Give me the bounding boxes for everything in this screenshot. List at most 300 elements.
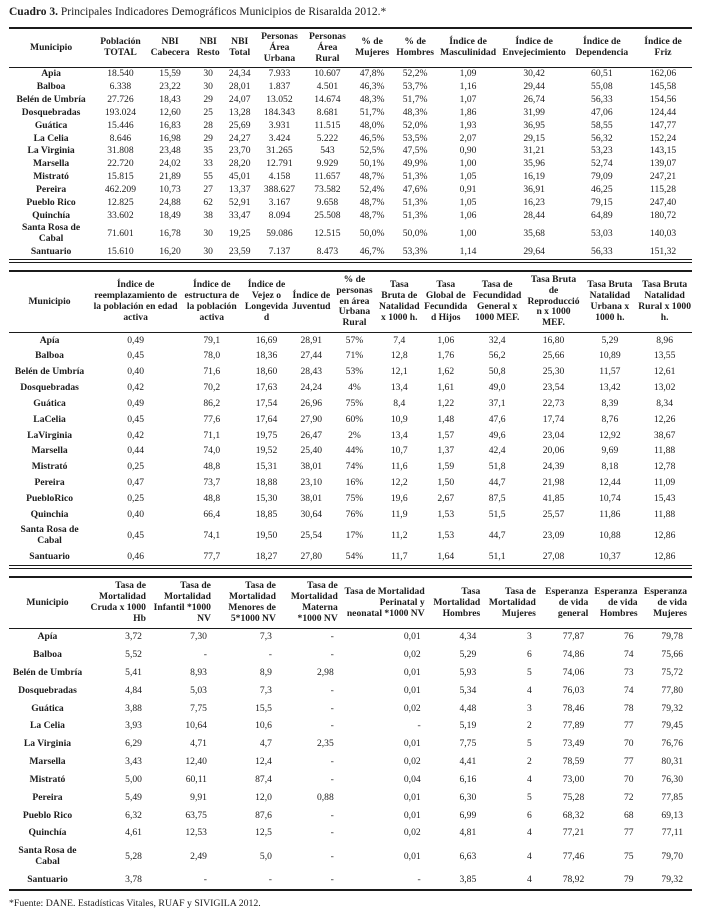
cell-value: 77	[624, 756, 634, 768]
cell-value: 12,44	[599, 477, 621, 488]
cell-value: 19,75	[255, 429, 278, 441]
column-header: Tasa de Mortalidad Mujeres	[485, 577, 541, 628]
cell-value: 27.726	[107, 94, 134, 106]
cell-value: 17,54	[255, 397, 278, 409]
cell-value: 5,19	[459, 720, 477, 732]
cell-value: 1,06	[437, 334, 455, 346]
cell-value: 1,53	[437, 529, 455, 541]
cell-value: 28,91	[300, 334, 323, 346]
column-header: Tasa de Mortalidad Infantil *1000 NV	[151, 577, 216, 628]
cell-value: 72	[624, 791, 634, 803]
cell-value: 24,24	[300, 382, 323, 394]
cell-value: 47,6%	[402, 183, 428, 195]
cell-value: 77,6	[203, 413, 221, 425]
cell-value: 0,02	[403, 702, 421, 714]
cell-value: 18,85	[255, 508, 278, 520]
cell-value: 79,09	[591, 171, 613, 183]
cell-value: 33.602	[107, 209, 134, 221]
cell-value: 13,55	[653, 350, 676, 362]
table-row	[9, 843, 692, 872]
cell-value: 0,45	[127, 413, 145, 425]
cell-value: 12,0	[255, 791, 272, 803]
municipality-name: Pereira	[32, 791, 63, 803]
cell-value: 162,06	[649, 68, 677, 80]
cell-value: 75,66	[661, 649, 683, 661]
cell-value: 17,74	[542, 413, 565, 425]
cell-value: 18,43	[159, 94, 181, 106]
cell-value: 27,44	[300, 350, 323, 362]
cell-value: 12,8	[390, 350, 408, 362]
cell-value: 48,3%	[402, 106, 428, 118]
cell-value: 63,75	[185, 809, 207, 821]
cell-value: -	[330, 809, 334, 821]
table-row	[9, 171, 692, 184]
cell-value: 10,73	[159, 183, 181, 195]
cell-value: 24,39	[542, 461, 565, 473]
cell-value: 6.338	[109, 81, 132, 93]
municipality-name: Santa Rosa de Cabal	[20, 524, 79, 547]
cell-value: 6,99	[459, 809, 477, 821]
cell-value: 13,02	[653, 382, 676, 394]
cell-value: 1,05	[459, 171, 477, 183]
cell-value: 56,32	[591, 132, 613, 144]
cell-value: 48,7%	[359, 171, 385, 183]
cell-value: 62	[203, 196, 213, 208]
cell-value: 51,7%	[359, 106, 385, 118]
table-row	[9, 682, 692, 700]
cell-value: 180,72	[649, 209, 677, 221]
cell-value: 77,87	[562, 631, 585, 643]
cell-value: 28,01	[228, 81, 251, 93]
cell-value: 3.931	[268, 119, 291, 131]
cell-value: 1,00	[459, 158, 477, 170]
cell-value: 5,29	[601, 334, 619, 346]
cell-value: 76,03	[562, 684, 585, 696]
cell-value: 1,48	[437, 413, 455, 425]
cell-value: 1,16	[459, 81, 477, 93]
cell-value: 13.052	[266, 94, 293, 106]
cell-value: 30,42	[523, 68, 545, 80]
cell-value: 12,92	[599, 429, 621, 441]
cell-value: 9.658	[316, 196, 339, 208]
cell-value: 388.627	[263, 183, 296, 195]
cell-value: 33	[203, 158, 213, 170]
cell-value: 2,07	[459, 132, 477, 144]
column-header: Índice de Juventud	[291, 271, 333, 333]
cell-value: 76,30	[661, 773, 683, 785]
cell-value: 59.086	[266, 227, 293, 239]
cell-value: 19,25	[228, 227, 251, 239]
column-header: Tasa de Mortalidad Menores de 5*1000 NV	[216, 577, 281, 628]
cell-value: 17,63	[255, 382, 278, 394]
cell-value: 0,01	[403, 850, 421, 862]
cell-value: 51,7%	[402, 94, 428, 106]
column-header: Tasa de Mortalidad Materna *1000 NV	[281, 577, 343, 628]
cell-value: 4	[527, 850, 532, 862]
cell-value: 49,0	[488, 382, 506, 394]
cell-value: 79,1	[203, 334, 221, 346]
cell-value: 64,89	[591, 209, 613, 221]
cell-value: 49,6	[488, 429, 506, 441]
column-header: Tasa Bruta de Reproducción x 1000 MEF.	[525, 271, 583, 333]
cell-value: 74	[624, 649, 634, 661]
municipality-name: Balboa	[35, 350, 64, 362]
cell-value: 87,4	[255, 773, 272, 785]
cell-value: 71%	[345, 350, 364, 362]
cell-value: 50,8	[488, 366, 506, 378]
cell-value: 26,74	[523, 94, 545, 106]
cell-value: 76	[624, 631, 634, 643]
cell-value: 21,89	[159, 171, 181, 183]
column-header: Tasa de Fecundidad General x 1000 MEF.	[470, 271, 525, 333]
cell-value: 78,92	[562, 873, 585, 885]
table-row	[9, 771, 692, 789]
column-header: Índice de Vejez o Longevidad	[242, 271, 290, 333]
cell-value: 68,32	[562, 809, 585, 821]
cell-value: 8.473	[316, 246, 339, 258]
cell-value: 55,08	[591, 81, 613, 93]
cell-value: 0,45	[127, 350, 145, 362]
municipality-name: Marsella	[29, 756, 66, 768]
cell-value: 26,96	[300, 397, 323, 409]
table-row	[9, 120, 692, 133]
cell-value: 0,49	[127, 334, 145, 346]
table-row	[9, 460, 692, 476]
column-header: Esperanza de vida Hombres	[593, 577, 642, 628]
cell-value: 15,31	[255, 461, 278, 473]
cell-value: 1,14	[459, 246, 477, 258]
cell-value: 12.515	[314, 227, 341, 239]
cell-value: 28,44	[523, 209, 545, 221]
cell-value: 247,40	[649, 196, 677, 208]
cell-value: 13,42	[599, 382, 621, 394]
cell-value: 74,0	[203, 445, 221, 457]
cell-value: 11,09	[653, 477, 676, 488]
cell-value: 53,5%	[402, 132, 428, 144]
table-row	[9, 246, 692, 261]
municipality-name: La Celia	[30, 720, 65, 732]
table-row	[9, 444, 692, 460]
cell-value: 0,91	[459, 183, 477, 195]
cell-value: -	[330, 873, 334, 885]
table-body	[9, 333, 692, 568]
municipality-name: Apia	[41, 68, 61, 80]
cell-value: 0,02	[403, 756, 421, 768]
municipality-name: La Virginia	[27, 145, 75, 157]
cell-value: 51,8	[488, 461, 506, 473]
cell-value: 74	[624, 684, 634, 696]
cell-value: 12,26	[653, 413, 676, 425]
cell-value: 5	[527, 666, 532, 678]
cell-value: 2,35	[316, 738, 334, 750]
column-header: NBI Total	[224, 28, 256, 68]
table-mortality-indicators	[9, 576, 692, 891]
cell-value: 73.582	[314, 183, 341, 195]
cell-value: 22.720	[107, 158, 134, 170]
cell-value: 36,91	[523, 183, 545, 195]
cell-value: 12,5	[255, 827, 272, 839]
cell-value: 23,59	[228, 246, 251, 258]
cell-value: 11,6	[391, 461, 408, 473]
cell-value: 30,64	[300, 508, 323, 520]
table-row	[9, 396, 692, 412]
cell-value: 31.265	[266, 145, 293, 157]
cell-value: 1,06	[459, 209, 477, 221]
cell-value: 28,43	[300, 366, 323, 378]
cell-value: 24,07	[228, 94, 251, 106]
column-header: Tasa de Mortalidad Cruda x 1000 Hb	[86, 577, 151, 628]
cell-value: 52,4%	[359, 183, 385, 195]
cell-value: 0,01	[403, 738, 421, 750]
cell-value: 47,06	[591, 106, 613, 118]
cell-value: 8,4	[393, 397, 406, 409]
table-body	[9, 68, 692, 261]
cell-value: 15.610	[107, 246, 134, 258]
cell-value: 0,90	[459, 145, 477, 157]
cell-value: 46,25	[591, 183, 613, 195]
cell-value: 86,2	[203, 397, 221, 409]
cell-value: 58,55	[591, 119, 613, 131]
cell-value: 0,46	[127, 551, 145, 563]
cell-value: 52,0%	[402, 119, 428, 131]
cell-value: 79,32	[661, 702, 683, 714]
cell-value: 5	[527, 791, 532, 803]
municipality-name: Mistrató	[31, 461, 68, 473]
cell-value: 69,13	[661, 809, 683, 821]
cell-value: 28	[203, 119, 213, 131]
cell-value: 1,61	[437, 382, 455, 394]
cell-value: 25	[203, 106, 213, 118]
cell-value: 1,00	[459, 227, 477, 239]
municipality-name: Guática	[31, 702, 64, 714]
cell-value: 4	[527, 873, 532, 885]
cell-value: 50,0%	[359, 227, 385, 239]
cell-value: -	[268, 873, 272, 885]
municipality-name: Belén de Umbría	[14, 366, 85, 378]
table-row	[9, 197, 692, 210]
cell-value: 30	[203, 68, 213, 80]
cell-value: 60%	[345, 413, 364, 425]
cell-value: 25,40	[300, 445, 323, 457]
cell-value: 77,7	[203, 551, 221, 563]
cell-value: 9.929	[316, 158, 339, 170]
column-header: Personas Área Urbana	[255, 28, 303, 68]
cell-value: 4	[527, 827, 532, 839]
cell-value: 29	[203, 94, 213, 106]
cell-value: 19,52	[255, 445, 278, 457]
cell-value: 19,50	[255, 529, 278, 541]
cell-value: 16,69	[255, 334, 278, 346]
cell-value: 54%	[345, 551, 364, 563]
cell-value: 73	[624, 666, 634, 678]
municipality-name: Marsella	[31, 445, 68, 457]
cell-value: -	[330, 649, 334, 661]
cell-value: 140,03	[649, 227, 677, 239]
cell-value: 18.540	[107, 68, 134, 80]
cell-value: 5,28	[125, 850, 142, 862]
header-row	[9, 577, 692, 628]
cell-value: 147,77	[649, 119, 677, 131]
cell-value: 17,64	[255, 413, 278, 425]
column-header: Municipio	[9, 28, 93, 68]
cell-value: 44,7	[488, 477, 506, 488]
municipality-name: Balboa	[33, 649, 62, 661]
cell-value: 5.222	[316, 132, 339, 144]
cell-value: 35	[203, 145, 213, 157]
table-row	[9, 647, 692, 665]
cell-value: 0,01	[403, 631, 421, 643]
table-fertility-indicators	[9, 270, 692, 570]
municipality-name: Santa Rosa de Cabal	[22, 222, 81, 245]
cell-value: -	[330, 720, 334, 732]
cell-value: 247,21	[649, 171, 677, 183]
cell-value: 52,5%	[359, 145, 385, 157]
cell-value: 16,83	[159, 119, 181, 131]
cell-value: 1,53	[437, 508, 455, 520]
cell-value: 73,49	[562, 738, 585, 750]
municipality-name: Balboa	[36, 81, 66, 93]
cell-value: 4,61	[125, 827, 142, 839]
cell-value: 4,84	[125, 684, 142, 696]
cell-value: -	[330, 773, 334, 785]
municipality-name: Guática	[34, 119, 68, 131]
cell-value: 8.646	[109, 132, 132, 144]
cell-value: 8,76	[601, 413, 619, 425]
cell-value: 27,90	[300, 413, 323, 425]
cell-value: 75,28	[562, 791, 585, 803]
cell-value: 31,99	[523, 106, 545, 118]
cell-value: 25,30	[542, 366, 565, 378]
cell-value: 56,33	[591, 246, 613, 258]
cell-value: 3,85	[459, 873, 477, 885]
cell-value: -	[330, 702, 334, 714]
cell-value: 7,4	[393, 334, 406, 346]
cell-value: 30	[203, 81, 213, 93]
cell-value: 75	[624, 850, 634, 862]
cell-value: 71.601	[107, 227, 134, 239]
cell-value: 78,0	[203, 350, 221, 362]
cell-value: 4,41	[459, 756, 477, 768]
table-row	[9, 145, 692, 158]
cell-value: 27	[203, 183, 213, 195]
cell-value: 52,2%	[402, 68, 428, 80]
table-header	[9, 577, 692, 628]
cell-value: 74,86	[562, 649, 585, 661]
cell-value: 12.825	[107, 196, 134, 208]
cell-value: 5	[527, 738, 532, 750]
cell-value: 18,36	[255, 350, 278, 362]
cell-value: 0,01	[403, 809, 421, 821]
cell-value: 16,23	[523, 196, 545, 208]
cell-value: 31.808	[107, 145, 134, 157]
municipality-name: Santuario	[29, 551, 70, 563]
cell-value: 15,30	[255, 492, 278, 504]
cell-value: 24,02	[159, 158, 181, 170]
cell-value: 12,2	[390, 477, 408, 488]
cell-value: 79,45	[661, 720, 683, 732]
cell-value: 1,57	[437, 429, 455, 441]
cell-value: 48,7%	[359, 209, 385, 221]
column-header: Tasa Bruta Natalidad Urbana x 1000 h.	[583, 271, 638, 333]
cell-value: 53,3%	[402, 246, 428, 258]
cell-value: 74,06	[562, 666, 585, 678]
cell-value: 11,86	[599, 508, 621, 520]
cell-value: 4.158	[268, 171, 291, 183]
cell-value: 1,76	[437, 350, 455, 362]
cell-value: 30	[203, 227, 213, 239]
cell-value: 16,80	[542, 334, 565, 346]
cell-value: 71,1	[203, 429, 221, 441]
municipality-name: La Virginia	[23, 738, 72, 750]
cell-value: 71,6	[203, 366, 221, 378]
municipality-name: Santuario	[27, 873, 68, 885]
cell-value: 66,4	[203, 508, 221, 520]
table-row	[9, 700, 692, 718]
cell-value: 29,15	[523, 132, 545, 144]
cell-value: 3,72	[125, 631, 142, 643]
table-row	[9, 68, 692, 81]
cell-value: 55	[203, 171, 213, 183]
cell-value: 124,44	[649, 106, 677, 118]
table-row	[9, 754, 692, 772]
cell-value: -	[330, 827, 334, 839]
cell-value: 0,42	[127, 382, 145, 394]
cell-value: 57%	[345, 334, 364, 346]
cell-value: 28,20	[228, 158, 251, 170]
column-header: NBI Cabecera	[148, 28, 193, 68]
cell-value: 3,93	[125, 720, 142, 732]
cell-value: 1,05	[459, 196, 477, 208]
cell-value: 10,6	[255, 720, 272, 732]
municipality-name: Dosquebradas	[21, 106, 81, 118]
column-header: Personas Área Rural	[303, 28, 351, 68]
cell-value: 8,9	[259, 666, 272, 678]
cell-value: 8,39	[601, 397, 619, 409]
cell-value: 48,7%	[359, 196, 385, 208]
cell-value: 3,78	[125, 873, 142, 885]
cell-value: 18,49	[159, 209, 181, 221]
cell-value: 46,5%	[359, 132, 385, 144]
cell-value: 51,3%	[402, 196, 428, 208]
cell-value: 74,1	[203, 529, 221, 541]
column-header: Índice de estructura de la población activa	[181, 271, 242, 333]
cell-value: 7,3	[259, 684, 272, 696]
cell-value: 6	[527, 809, 532, 821]
cell-value: 79	[624, 873, 634, 885]
cell-value: 48,3%	[359, 94, 385, 106]
cell-value: 3	[527, 702, 532, 714]
cell-value: 16,78	[159, 227, 181, 239]
cell-value: 32,4	[488, 334, 506, 346]
cell-value: 70	[624, 738, 634, 750]
cell-value: 36,95	[523, 119, 545, 131]
cell-value: 11.515	[314, 119, 341, 131]
cell-value: -	[203, 873, 207, 885]
cell-value: 462.209	[104, 183, 137, 195]
cell-value: 23,22	[159, 81, 181, 93]
table-row	[9, 664, 692, 682]
cell-value: 0,47	[127, 477, 145, 488]
municipality-name: Belén de Umbría	[12, 666, 83, 678]
cell-value: 49,9%	[402, 158, 428, 170]
cell-value: 12,61	[653, 366, 676, 378]
cell-value: 42,4	[488, 445, 506, 457]
cell-value: 3	[527, 631, 532, 643]
cell-value: 3.424	[268, 132, 291, 144]
cell-value: 16,20	[159, 246, 181, 258]
cell-value: 25,69	[228, 119, 251, 131]
cell-value: 6,29	[125, 738, 142, 750]
